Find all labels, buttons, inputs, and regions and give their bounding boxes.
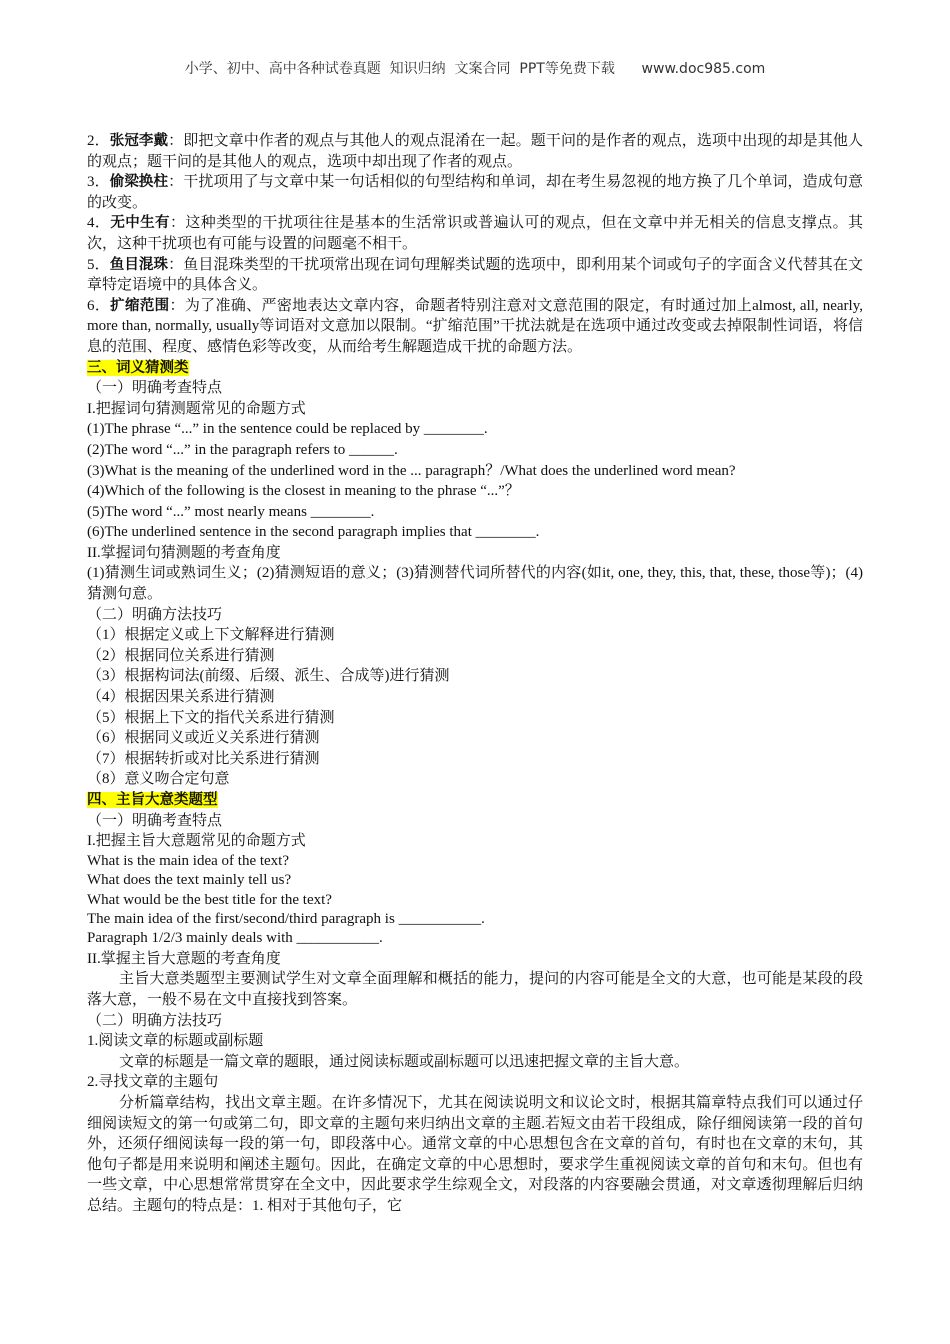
method-item: （7）根据转折或对比关系进行猜测 bbox=[87, 750, 320, 767]
section-3-point2: II.掌握词句猜测题的考查角度 bbox=[87, 544, 281, 561]
item-term: 扩缩范围 bbox=[110, 297, 170, 314]
item-term: 张冠李戴 bbox=[109, 133, 169, 149]
item-body: ：这种类型的干扰项往往是基本的生活常识或普遍认可的观点，但在文章中并无相关的信息支撑点。其次，这种干扰项也有可能与设置的问题毫不相干。 bbox=[87, 215, 863, 252]
section-4-point1: I.把握主旨大意题常见的命题方式 bbox=[87, 833, 306, 850]
section-3-angles: (1)猜测生词或熟词生义；(2)猜测短语的意义；(3)猜测替代词所替代的内容(如it, one, they, this, that, these, those等)；(4)猜测句意。 bbox=[87, 565, 863, 603]
section-4-point2: II.掌握主旨大意题的考查角度 bbox=[87, 950, 281, 967]
section-3-title: 三、词义猜测类 bbox=[87, 359, 189, 376]
method-item: （4）根据因果关系进行猜测 bbox=[87, 689, 275, 706]
item-2 bbox=[87, 131, 863, 172]
item-body: ：鱼目混珠类型的干扰项常出现在词句理解类试题的选项中，即利用某个词或句子的字面含义代替其在文章特定语境中的具体含义。 bbox=[87, 256, 863, 294]
question-form: (2)The word “...” in the paragraph refers to ______. bbox=[87, 441, 398, 458]
method-item: （5）根据上下文的指代关系进行猜测 bbox=[87, 709, 335, 726]
method-2-title: 2.寻找文章的主题句 bbox=[87, 1074, 219, 1091]
item-number: 3． bbox=[87, 174, 110, 191]
item-number: 4． bbox=[87, 215, 111, 232]
item-body: ：为了准确、严密地表达文章内容，命题者特别注意对文意范围的限定，有时通过加上almost, all, nearly, more than, normally, usually等词语对文意加以限制。“扩缩范围”干扰法就是在选项中通过改变或去掉限制性词语，将信息的范围、程度、感情色彩等改变，从而给考生解题造成干扰的命题方法。 bbox=[87, 297, 863, 355]
document-body bbox=[87, 131, 863, 1217]
question-form: What is the main idea of the text? bbox=[87, 852, 290, 869]
method-2-text: 分析篇章结构，找出文章主题。在许多情况下，尤其在阅读说明文和议论文时，根据其篇章特点我们可以通过仔细阅读短文的第一句或第二句，即文章的主题句来归纳出文章的主题.若短文由若干段组成，除仔细阅读第一段的首句外，还须仔细阅读每一段的第一句，即段落中心。通常文章的中心思想包含在文章的首句，有时也在文章的末句，其他句子都是用来说明和阐述主题句。因此，在确定文章的中心思想时，要求学生重视阅读文章的首句和末句。但也有一些文章，中心思想常常贯穿在全文中，因此要求学生综观全文，对段落的内容要融会贯通，对文章透彻理解后归纳总结。主题句的特点是：1. 相对于其他句子，它 bbox=[87, 1094, 863, 1214]
method-1-title: 1.阅读文章的标题或副标题 bbox=[87, 1033, 264, 1050]
section-4-title: 四、主旨大意类题型 bbox=[87, 792, 218, 808]
item-number: 5． bbox=[87, 256, 110, 273]
item-term: 鱼目混珠 bbox=[109, 256, 169, 273]
item-3 bbox=[87, 172, 863, 213]
method-item: （6）根据同义或近义关系进行猜测 bbox=[87, 730, 320, 747]
section-4-angle-text: 主旨大意类题型主要测试学生对文章全面理解和概括的能力，提问的内容可能是全文的大意，也可能是某段的段落大意，一般不易在文中直接找到答案。 bbox=[87, 971, 863, 1008]
item-number: 2． bbox=[87, 133, 110, 149]
section-3-point1: I.把握词句猜测题常见的命题方式 bbox=[87, 400, 306, 417]
item-body: ：干扰项用了与文章中某一句话相似的句型结构和单词，却在考生易忽视的地方换了几个单词，造成句意的改变。 bbox=[87, 174, 863, 211]
method-item: （2）根据同位关系进行猜测 bbox=[87, 647, 275, 664]
page-header: 小学、初中、高中各种试卷真题 知识归纳 文案合同 PPT等免费下载 www.doc985.com bbox=[184, 61, 766, 77]
method-item: （8）意义吻合定句意 bbox=[87, 771, 230, 788]
question-form: The main idea of the first/second/third paragraph is ___________. bbox=[87, 911, 485, 927]
item-4 bbox=[87, 213, 863, 254]
item-body: ：即把文章中作者的观点与其他人的观点混淆在一起。题干问的是作者的观点，选项中出现的却是其他人的观点；题干问的是其他人的观点，选项中却出现了作者的观点。 bbox=[87, 133, 863, 170]
item-5 bbox=[87, 255, 863, 296]
item-term: 偷梁换柱 bbox=[109, 174, 169, 191]
item-6 bbox=[87, 296, 863, 358]
section-4-sub2: （二）明确方法技巧 bbox=[87, 1012, 223, 1029]
section-3-sub2: （二）明确方法技巧 bbox=[87, 606, 223, 623]
item-term: 无中生有 bbox=[110, 215, 170, 232]
question-form: (5)The word “...” most nearly means ________. bbox=[87, 503, 375, 520]
method-1-text: 文章的标题是一篇文章的题眼，通过阅读标题或副标题可以迅速把握文章的主旨大意。 bbox=[119, 1053, 690, 1070]
question-form: (4)Which of the following is the closest in meaning to the phrase “...”？ bbox=[87, 483, 520, 500]
method-item: （3）根据构词法(前缀、后缀、派生、合成等)进行猜测 bbox=[87, 668, 450, 685]
question-form: Paragraph 1/2/3 mainly deals with ___________. bbox=[87, 930, 383, 947]
method-item: （1）根据定义或上下文解释进行猜测 bbox=[87, 627, 335, 644]
question-form: (1)The phrase “...” in the sentence could be replaced by ________. bbox=[87, 421, 488, 438]
section-4-sub1: （一）明确考查特点 bbox=[87, 812, 223, 829]
section-3-sub1: （一）明确考查特点 bbox=[87, 380, 223, 397]
item-number: 6． bbox=[87, 297, 111, 314]
question-form: (3)What is the meaning of the underlined word in the ... paragraph？/What does the underlined word mean? bbox=[87, 462, 736, 479]
question-form: What would be the best title for the text? bbox=[87, 891, 332, 908]
question-form: What does the text mainly tell us? bbox=[87, 872, 292, 889]
question-form: (6)The underlined sentence in the second paragraph implies that ________. bbox=[87, 524, 540, 541]
